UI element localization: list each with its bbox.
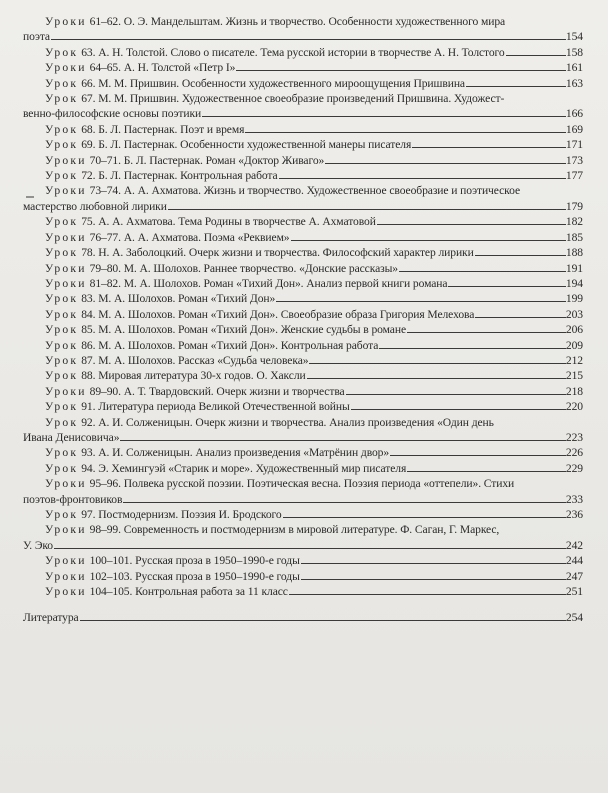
toc-entry bbox=[23, 584, 583, 599]
toc-entry-text: 70–71. Б. Л. Пастернак. Роман «Доктор Живаго» bbox=[89, 153, 325, 167]
leader-line bbox=[289, 594, 566, 595]
page-number: 199 bbox=[565, 292, 583, 306]
toc-entry-kind: Урок bbox=[45, 508, 79, 521]
toc-entry-text: 98–99. Современность и постмодернизм в мировой литературе. Ф. Саган, Г. Маркес, bbox=[89, 523, 500, 537]
leader-line bbox=[120, 440, 566, 441]
toc-entry bbox=[23, 353, 583, 368]
page-number: 251 bbox=[565, 585, 583, 599]
toc-entry bbox=[23, 45, 583, 60]
toc-entry-kind: Уроки bbox=[45, 554, 87, 568]
leader-line bbox=[51, 39, 566, 40]
leader-line bbox=[377, 224, 566, 225]
toc-entry bbox=[23, 553, 583, 568]
toc-entry-text: 79–80. М. А. Шолохов. Раннее творчество. «Донские рассказы» bbox=[89, 261, 399, 275]
toc-entry-text: мастерство любовной лирики bbox=[23, 199, 167, 213]
toc-entry-kind: Уроки bbox=[45, 15, 87, 28]
page-number: 215 bbox=[565, 369, 583, 383]
toc-entry-text: 73–74. А. А. Ахматова. Жизнь и творчество. Художественное своеобразие и поэтическое bbox=[89, 184, 520, 198]
leader-line bbox=[309, 363, 565, 364]
page-number: 233 bbox=[565, 492, 583, 506]
page-number: 158 bbox=[565, 45, 583, 59]
page-number: 166 bbox=[565, 107, 583, 121]
toc-entry-kind: Урок bbox=[45, 400, 79, 414]
toc-entry-text: 61–62. О. Э. Мандельштам. Жизнь и творчество. Особенности художественного мира bbox=[89, 15, 506, 28]
page-number: 161 bbox=[565, 61, 583, 75]
page-number: 194 bbox=[565, 276, 583, 290]
toc-entry-kind: Урок bbox=[45, 338, 79, 352]
page-number: 206 bbox=[565, 323, 583, 337]
toc-entry-kind: Урок bbox=[45, 323, 79, 337]
toc-entry-kind: Урок bbox=[45, 45, 79, 59]
leader-line bbox=[279, 178, 566, 179]
page-number: 242 bbox=[565, 538, 583, 552]
page-number: 179 bbox=[565, 199, 583, 213]
leader-line bbox=[412, 147, 566, 148]
toc-entry-kind: Уроки bbox=[45, 384, 87, 398]
toc-entry-text: 67. М. М. Пришвин. Художественное своеобразие произведений Пришвина. Художест- bbox=[81, 92, 505, 106]
page-number: 218 bbox=[565, 384, 583, 398]
toc-entry-kind: Урок bbox=[45, 446, 79, 460]
toc-entry bbox=[23, 137, 583, 152]
toc-entry bbox=[23, 338, 583, 353]
toc-entry-text: 84. М. А. Шолохов. Роман «Тихий Дон». Своеобразие образа Григория Мелехова bbox=[81, 307, 475, 321]
toc-entry bbox=[23, 307, 583, 322]
toc-entry-kind: Уроки bbox=[45, 276, 87, 290]
leader-line bbox=[475, 317, 566, 318]
toc-entry-kind: Урок bbox=[45, 353, 79, 367]
leader-line bbox=[379, 348, 566, 349]
toc-entry-text: 83. М. А. Шолохов. Роман «Тихий Дон» bbox=[81, 292, 276, 306]
toc-entry-kind: Уроки bbox=[45, 153, 87, 167]
page-number: 185 bbox=[565, 230, 583, 244]
leader-line bbox=[448, 286, 565, 287]
leader-line bbox=[202, 116, 566, 117]
leader-line bbox=[245, 132, 566, 133]
toc-entry-text: 93. А. И. Солженицын. Анализ произведения «Матрёнин двор» bbox=[81, 446, 390, 460]
toc-entry-kind: Урок bbox=[45, 307, 79, 321]
toc-entry-kind: Уроки bbox=[45, 184, 87, 198]
toc-entry-kind: Урок bbox=[45, 138, 79, 152]
toc-entry-kind: Урок bbox=[45, 292, 79, 306]
toc-entry-text: У. Эко bbox=[23, 538, 54, 552]
table-of-contents bbox=[23, 14, 583, 626]
toc-entry-kind: Уроки bbox=[45, 585, 87, 599]
page-number: 223 bbox=[565, 430, 583, 444]
toc-entry-text: поэтов-фронтовиков bbox=[23, 492, 123, 506]
leader-line bbox=[351, 409, 566, 410]
leader-line bbox=[283, 517, 566, 518]
toc-entry bbox=[23, 14, 583, 45]
toc-entry-kind: Уроки bbox=[45, 61, 87, 75]
toc-entry-text: 102–103. Русская проза в 1950–1990-е годы bbox=[89, 569, 300, 583]
leader-line bbox=[466, 86, 566, 87]
toc-entry-text: 89–90. А. Т. Твардовский. Очерк жизни и творчества bbox=[89, 384, 345, 398]
toc-entry bbox=[23, 291, 583, 306]
page-number: 154 bbox=[565, 30, 583, 44]
toc-entry-kind: Урок bbox=[45, 122, 79, 136]
page-number: 236 bbox=[565, 508, 583, 521]
page-number: 244 bbox=[565, 554, 583, 568]
toc-entry bbox=[23, 322, 583, 337]
toc-entry bbox=[23, 122, 583, 137]
toc-entry-kind: Урок bbox=[45, 369, 79, 383]
page-number: 247 bbox=[565, 569, 583, 583]
toc-entry-text: 68. Б. Л. Пастернак. Поэт и время bbox=[81, 122, 245, 136]
toc-entry-text: 69. Б. Л. Пастернак. Особенности художественной манеры писателя bbox=[81, 138, 412, 152]
toc-entry-kind: Урок bbox=[45, 415, 79, 429]
toc-entry-text: 63. А. Н. Толстой. Слово о писателе. Тема русской истории в творчестве А. Н. Толстого bbox=[81, 45, 505, 59]
leader-line bbox=[407, 471, 566, 472]
leader-line bbox=[399, 271, 566, 272]
toc-entry bbox=[23, 76, 583, 91]
toc-entry-text: 85. М. А. Шолохов. Роман «Тихий Дон». Женские судьбы в романе bbox=[81, 323, 406, 337]
toc-entry-kind: Уроки bbox=[45, 477, 87, 491]
toc-entry bbox=[23, 522, 583, 553]
leader-line bbox=[168, 209, 566, 210]
leader-line bbox=[236, 70, 566, 71]
leader-line bbox=[475, 255, 566, 256]
toc-entry-text: поэта bbox=[23, 30, 50, 44]
toc-entry-kind: Уроки bbox=[45, 569, 87, 583]
toc-entry bbox=[23, 461, 583, 476]
toc-entry-text: 104–105. Контрольная работа за 11 класс bbox=[89, 585, 288, 599]
toc-entry-text: 86. М. А. Шолохов. Роман «Тихий Дон». Контрольная работа bbox=[81, 338, 379, 352]
toc-entry-text: 87. М. А. Шолохов. Рассказ «Судьба человека» bbox=[81, 353, 309, 367]
toc-entry-text: 76–77. А. А. Ахматова. Поэма «Реквием» bbox=[89, 230, 290, 244]
toc-entry bbox=[23, 276, 583, 291]
toc-entry-text: 97. Постмодернизм. Поэзия И. Бродского bbox=[81, 508, 282, 521]
toc-entry bbox=[23, 476, 583, 507]
toc-entry bbox=[23, 153, 583, 168]
leader-line bbox=[291, 240, 566, 241]
leader-line bbox=[407, 332, 566, 333]
leader-line bbox=[301, 579, 566, 580]
toc-entry bbox=[23, 415, 583, 446]
leader-line bbox=[80, 620, 566, 621]
literature-label: Литература bbox=[23, 611, 79, 625]
toc-entry-literature bbox=[23, 610, 583, 625]
leader-line bbox=[301, 563, 566, 564]
page-number: 229 bbox=[565, 461, 583, 475]
toc-entry-kind: Урок bbox=[45, 92, 79, 106]
toc-entry-kind: Уроки bbox=[45, 230, 87, 244]
page-number: 220 bbox=[565, 400, 583, 414]
page-number: 173 bbox=[565, 153, 583, 167]
page-number: 191 bbox=[565, 261, 583, 275]
toc-entry-text: 66. М. М. Пришвин. Особенности художественного мироощущения Пришвина bbox=[81, 76, 465, 90]
toc-entry-text: 91. Литература периода Великой Отечественной войны bbox=[81, 400, 350, 414]
page-number: 254 bbox=[565, 611, 583, 625]
leader-line bbox=[54, 548, 566, 549]
toc-entry-kind: Урок bbox=[45, 215, 79, 229]
toc-entry bbox=[23, 507, 583, 522]
toc-entry-kind: Урок bbox=[45, 76, 79, 90]
toc-entry-text: 72. Б. Л. Пастернак. Контрольная работа bbox=[81, 169, 278, 183]
toc-entry bbox=[23, 445, 583, 460]
toc-entry-text: 75. А. А. Ахматова. Тема Родины в творчестве А. Ахматовой bbox=[81, 215, 376, 229]
leader-line bbox=[123, 502, 566, 503]
toc-entry bbox=[23, 384, 583, 399]
page-number: 203 bbox=[565, 307, 583, 321]
toc-entry-kind: Урок bbox=[45, 246, 79, 260]
page-number: 177 bbox=[565, 169, 583, 183]
toc-entry bbox=[23, 399, 583, 414]
toc-entry bbox=[23, 230, 583, 245]
page-number: 171 bbox=[565, 138, 583, 152]
toc-entry-text: 94. Э. Хемингуэй «Старик и море». Художественный мир писателя bbox=[81, 461, 407, 475]
toc-entry bbox=[23, 569, 583, 584]
toc-entry-text: 95–96. Полвека русской поэзии. Поэтическая весна. Поэзия периода «оттепели». Стихи bbox=[89, 477, 515, 491]
leader-line bbox=[346, 394, 566, 395]
leader-line bbox=[276, 301, 566, 302]
page-number: 226 bbox=[565, 446, 583, 460]
leader-line bbox=[390, 455, 566, 456]
leader-line bbox=[307, 378, 566, 379]
page-number: 163 bbox=[565, 76, 583, 90]
toc-entry-text: венно-философские основы поэтики bbox=[23, 107, 202, 121]
leader-line bbox=[506, 55, 566, 56]
toc-entry-kind: Урок bbox=[45, 461, 79, 475]
toc-entry-text: 64–65. А. Н. Толстой «Петр I» bbox=[89, 61, 236, 75]
toc-entry-kind: Уроки bbox=[45, 523, 87, 537]
toc-entry-text: 88. Мировая литература 30-х годов. О. Хаксли bbox=[81, 369, 306, 383]
toc-entry-kind: Уроки bbox=[45, 261, 87, 275]
toc-entry bbox=[23, 168, 583, 183]
toc-entry-text: 81–82. М. А. Шолохов. Роман «Тихий Дон». Анализ первой книги романа bbox=[89, 276, 448, 290]
toc-entry-text: 100–101. Русская проза в 1950–1990-е годы bbox=[89, 554, 300, 568]
toc-entry-text: Ивана Денисовича» bbox=[23, 430, 120, 444]
page-number: 169 bbox=[565, 122, 583, 136]
toc-entry bbox=[23, 245, 583, 260]
page-number: 212 bbox=[565, 353, 583, 367]
toc-entry-text: 92. А. И. Солженицын. Очерк жизни и творчества. Анализ произведения «Один день bbox=[81, 415, 494, 429]
toc-entry bbox=[23, 91, 583, 122]
toc-entry bbox=[23, 60, 583, 75]
toc-entry bbox=[23, 183, 583, 214]
toc-entry-text: 78. Н. А. Заболоцкий. Очерк жизни и творчества. Философский характер лирики bbox=[81, 246, 474, 260]
leader-line bbox=[325, 163, 566, 164]
page-number: 182 bbox=[565, 215, 583, 229]
toc-entry bbox=[23, 214, 583, 229]
page-number: 188 bbox=[565, 246, 583, 260]
toc-entry bbox=[23, 368, 583, 383]
toc-entry-kind: Урок bbox=[45, 169, 79, 183]
page-number: 209 bbox=[565, 338, 583, 352]
toc-entry bbox=[23, 261, 583, 276]
